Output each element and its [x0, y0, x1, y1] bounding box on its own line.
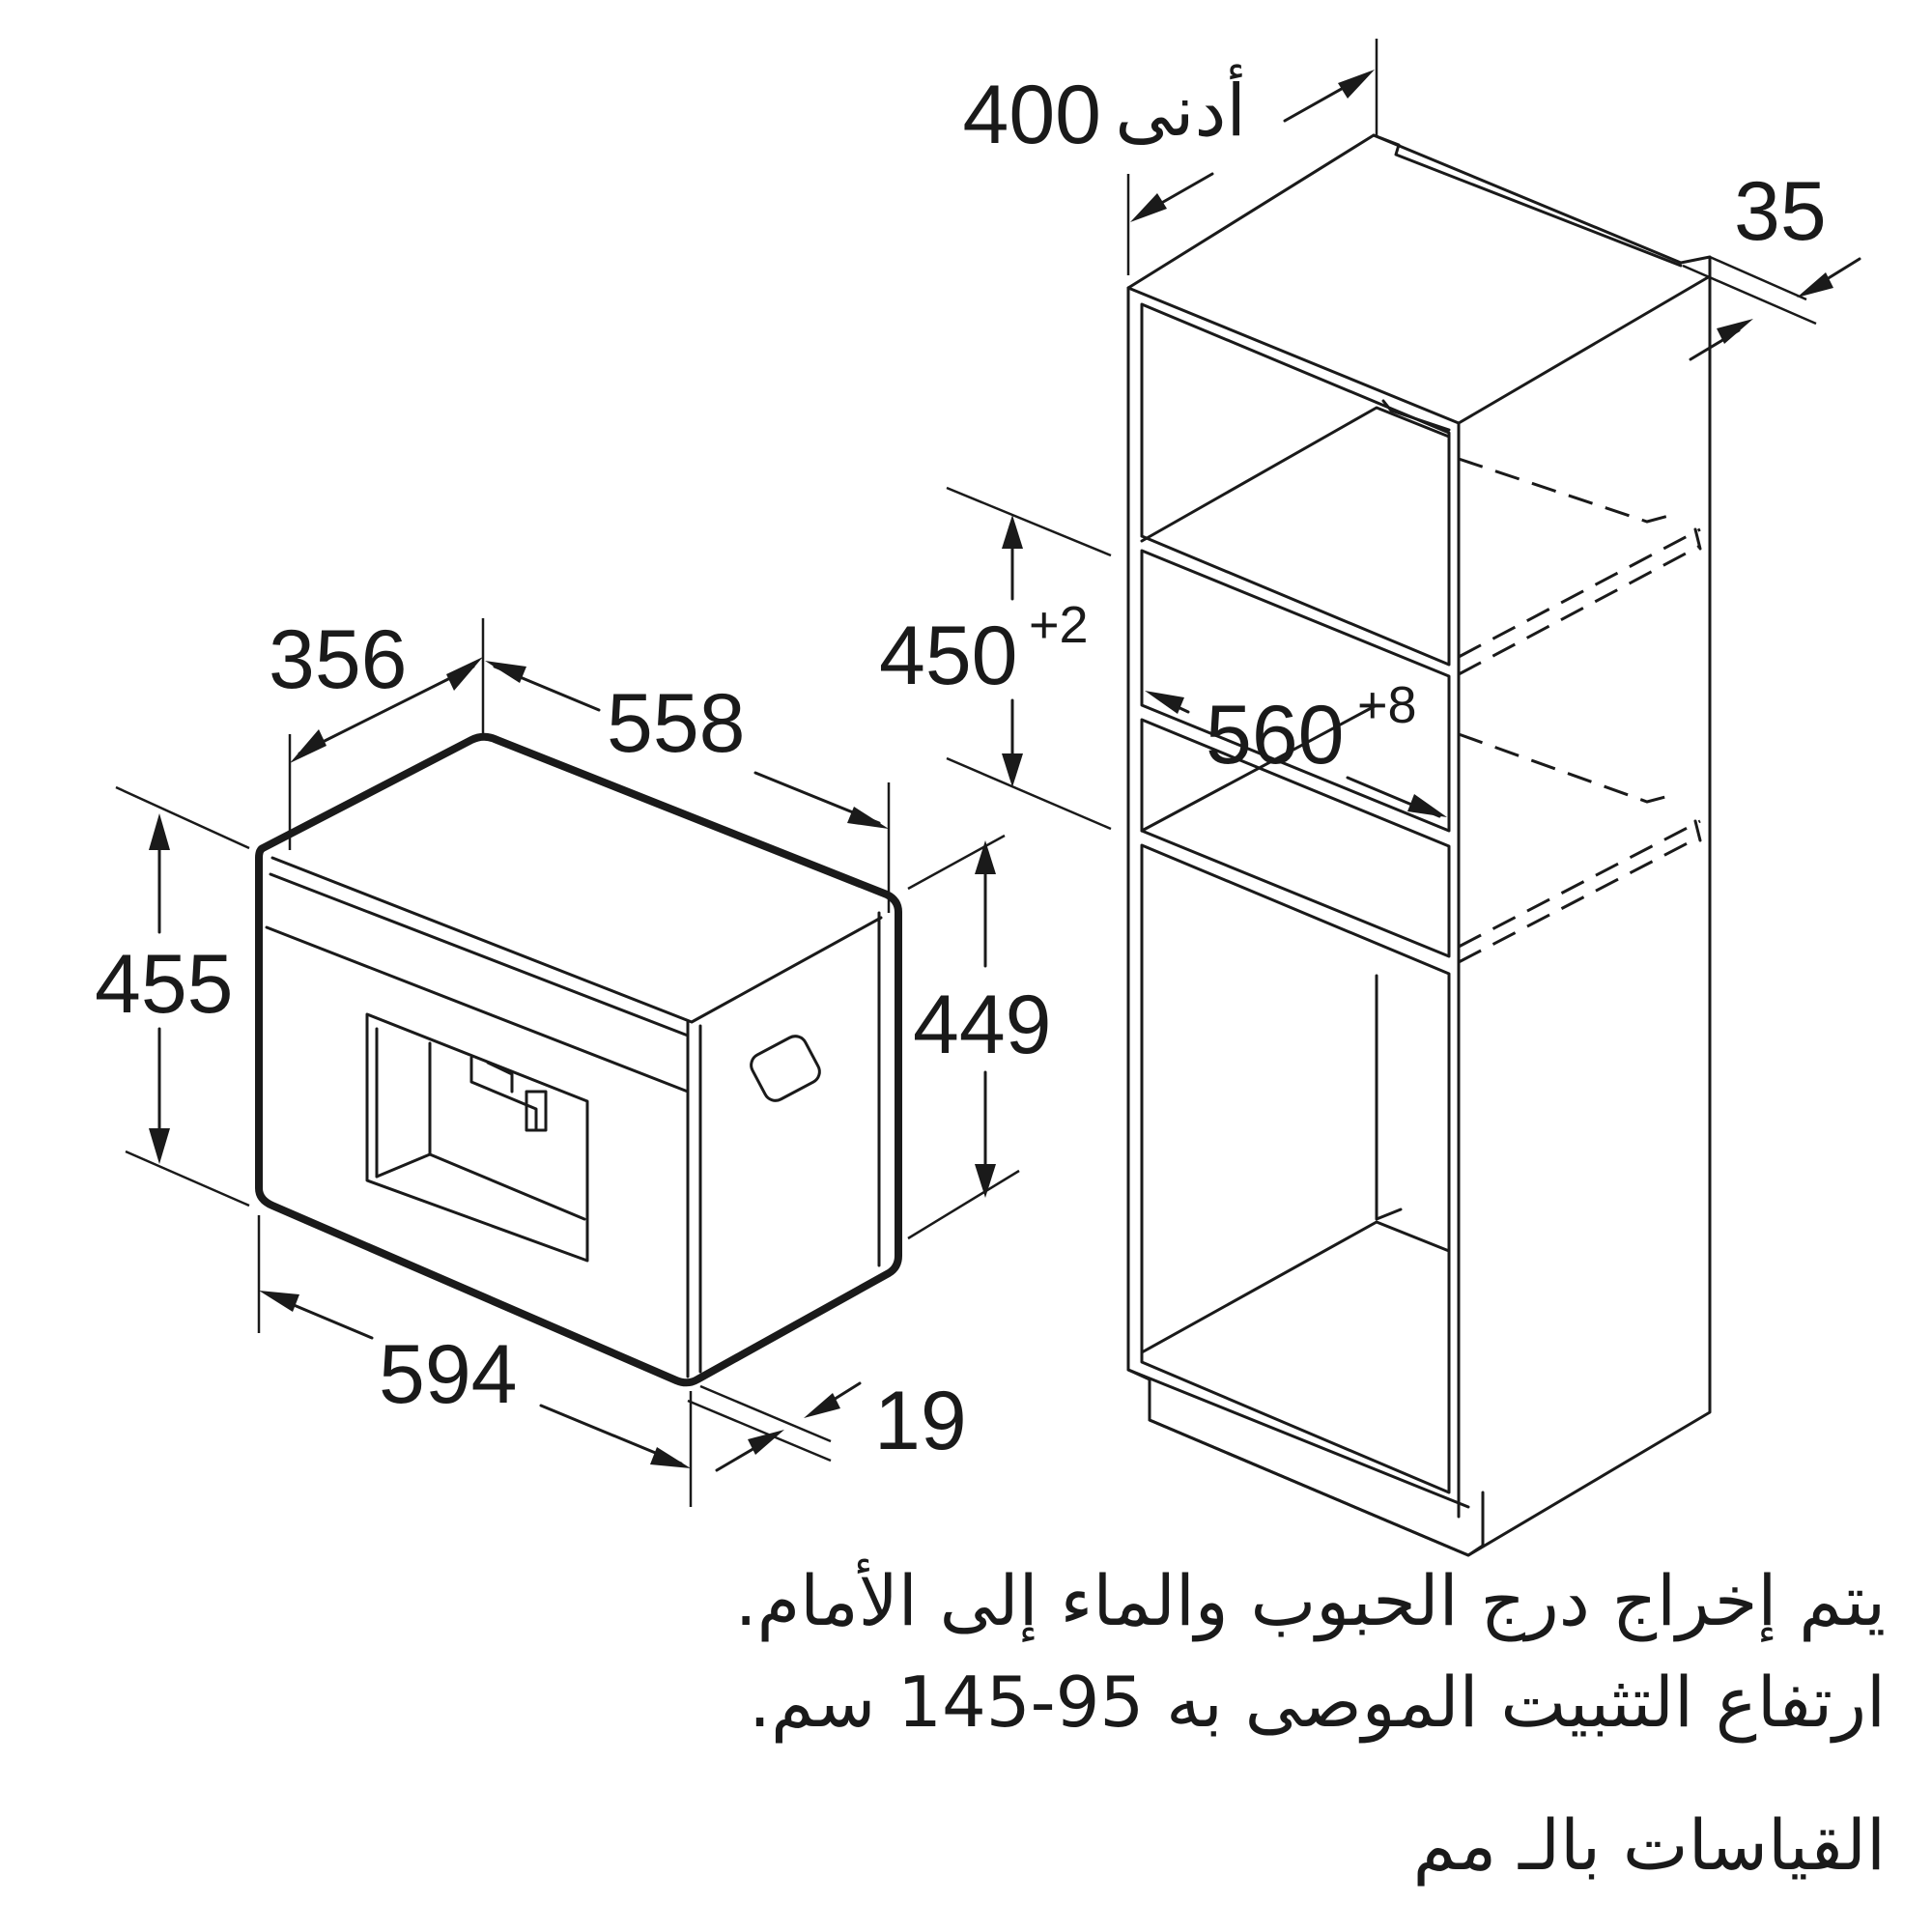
note-install-height: ارتفاع التثبيت الموصى به 95-145 سم. [749, 1662, 1886, 1743]
dim-558-label: 558 [607, 677, 746, 770]
dim-450-value: 450 [879, 610, 1018, 702]
dim-594-label: 594 [379, 1328, 518, 1421]
note-units: القياسات بالـ مم [1412, 1804, 1886, 1886]
dim-450 [879, 488, 1111, 829]
dim-455 [95, 787, 249, 1206]
dim-356 [269, 613, 483, 850]
dim-449 [908, 836, 1052, 1238]
dim-19-label: 19 [874, 1375, 967, 1467]
dim-356-label: 356 [269, 613, 408, 706]
dim-560-value: 560 [1206, 689, 1345, 781]
cabinet-outline [1128, 135, 1710, 1555]
cabinet-drawing [879, 39, 1860, 1555]
appliance-front-top-edge [272, 858, 881, 1022]
dim-560 [1145, 676, 1447, 817]
appliance-top-outline [259, 737, 898, 1383]
dim-560-tolerance: +8 [1357, 676, 1417, 734]
side-handle-icon [747, 1032, 823, 1104]
dispenser-recess [367, 1014, 587, 1261]
appliance-drawing [95, 613, 1052, 1507]
dim-400-min [963, 39, 1378, 275]
dim-400-value: 400 [962, 69, 1101, 161]
dim-19 [688, 1375, 967, 1470]
dim-35-label: 35 [1734, 165, 1827, 258]
dim-450-tolerance: +2 [1029, 596, 1089, 654]
note-drawer-front: يتم إخراج درج الحبوب والماء إلى الأمام. [734, 1560, 1886, 1641]
dim-400-prefix: أدنى [1115, 70, 1246, 153]
dim-449-label: 449 [913, 979, 1052, 1071]
dim-455-label: 455 [95, 938, 234, 1031]
